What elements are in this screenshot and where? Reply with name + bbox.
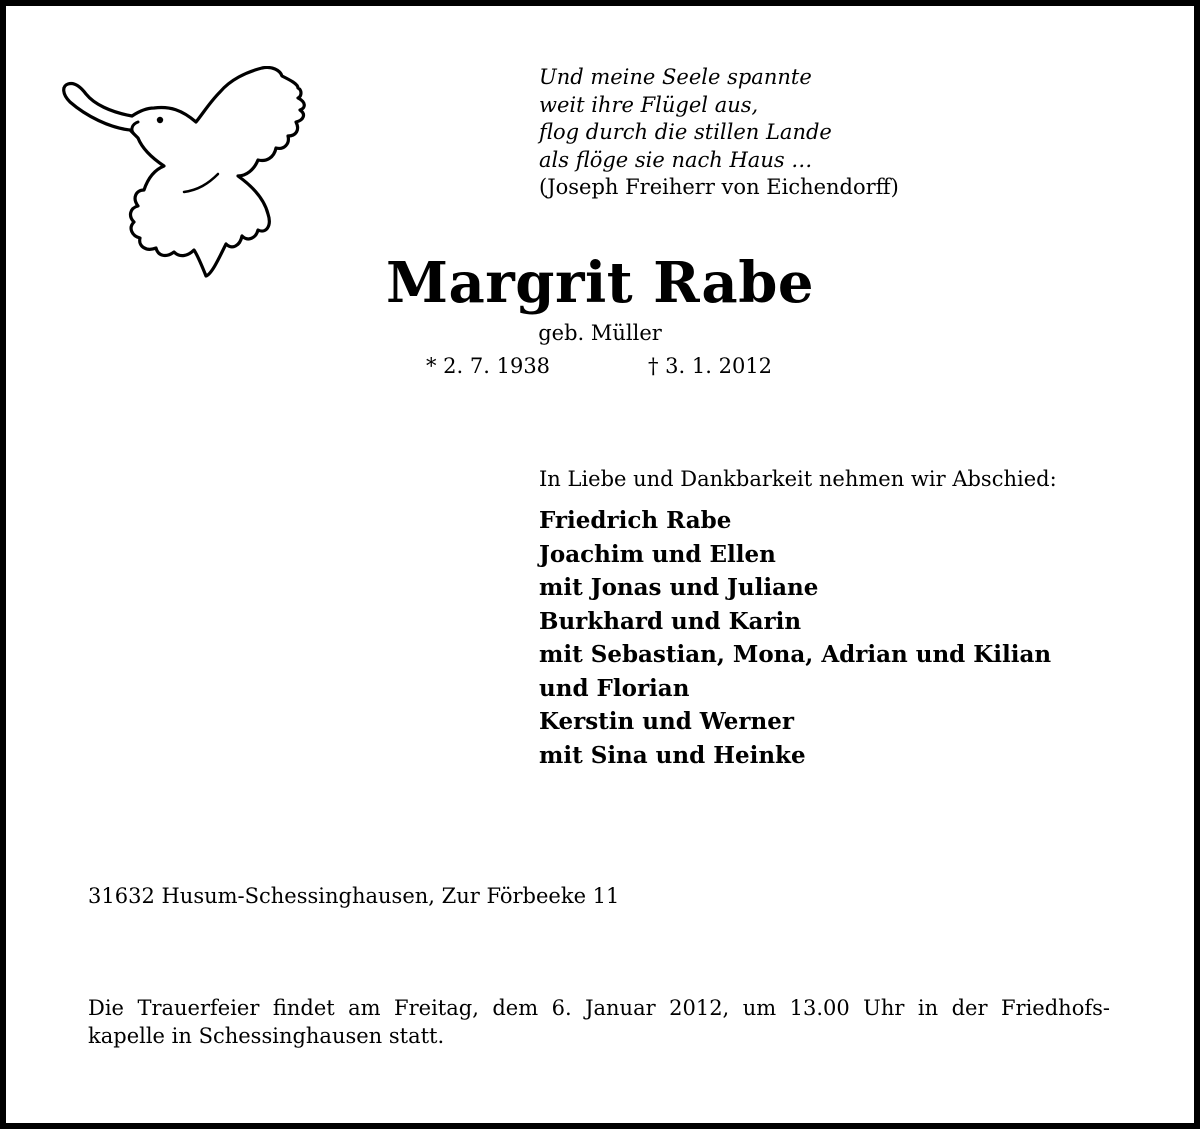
death-date: † 3. 1. 2012 <box>648 354 773 378</box>
mourner-line: mit Sina und Heinke <box>539 741 806 769</box>
mourner-line: Burkhard und Karin <box>539 607 802 635</box>
poem-line: flog durch die stillen Lande <box>539 120 832 144</box>
address: 31632 Husum-Schessinghausen, Zur Förbeeke 11 <box>88 884 620 908</box>
mourner-line: Friedrich Rabe <box>539 507 732 534</box>
poem-author: (Joseph Freiherr von Eichendorff) <box>539 175 899 199</box>
poem-line: weit ihre Flügel aus, <box>539 92 759 117</box>
poem-line: Und meine Seele spannte <box>539 65 812 89</box>
mourner-line: Joachim und Ellen <box>539 540 776 568</box>
funeral-line: Die Trauerfeier findet am Freitag, dem 6. Januar 2012, um 13.00 Uhr in der Friedhofs- <box>88 996 1110 1020</box>
mourner-line: mit Sebastian, Mona, Adrian und Kilian <box>539 641 1052 668</box>
mourner-line: und Florian <box>539 674 690 702</box>
mourner-line: Kerstin und Werner <box>539 708 794 735</box>
farewell-intro: In Liebe und Dankbarkeit nehmen wir Abschied: <box>539 467 1057 491</box>
funeral-line: kapelle in Schessinghausen statt. <box>88 1024 445 1048</box>
birth-date: * 2. 7. 1938 <box>426 354 551 378</box>
mourner-line: mit Jonas und Juliane <box>539 574 819 601</box>
dove-icon <box>58 66 333 278</box>
deceased-name: Margrit Rabe <box>386 250 814 316</box>
poem-line: als flöge sie nach Haus … <box>539 147 813 172</box>
mourners-list <box>539 504 1051 772</box>
poem <box>539 64 899 202</box>
funeral-notice <box>88 994 1110 1050</box>
maiden-name: geb. Müller <box>538 321 662 345</box>
